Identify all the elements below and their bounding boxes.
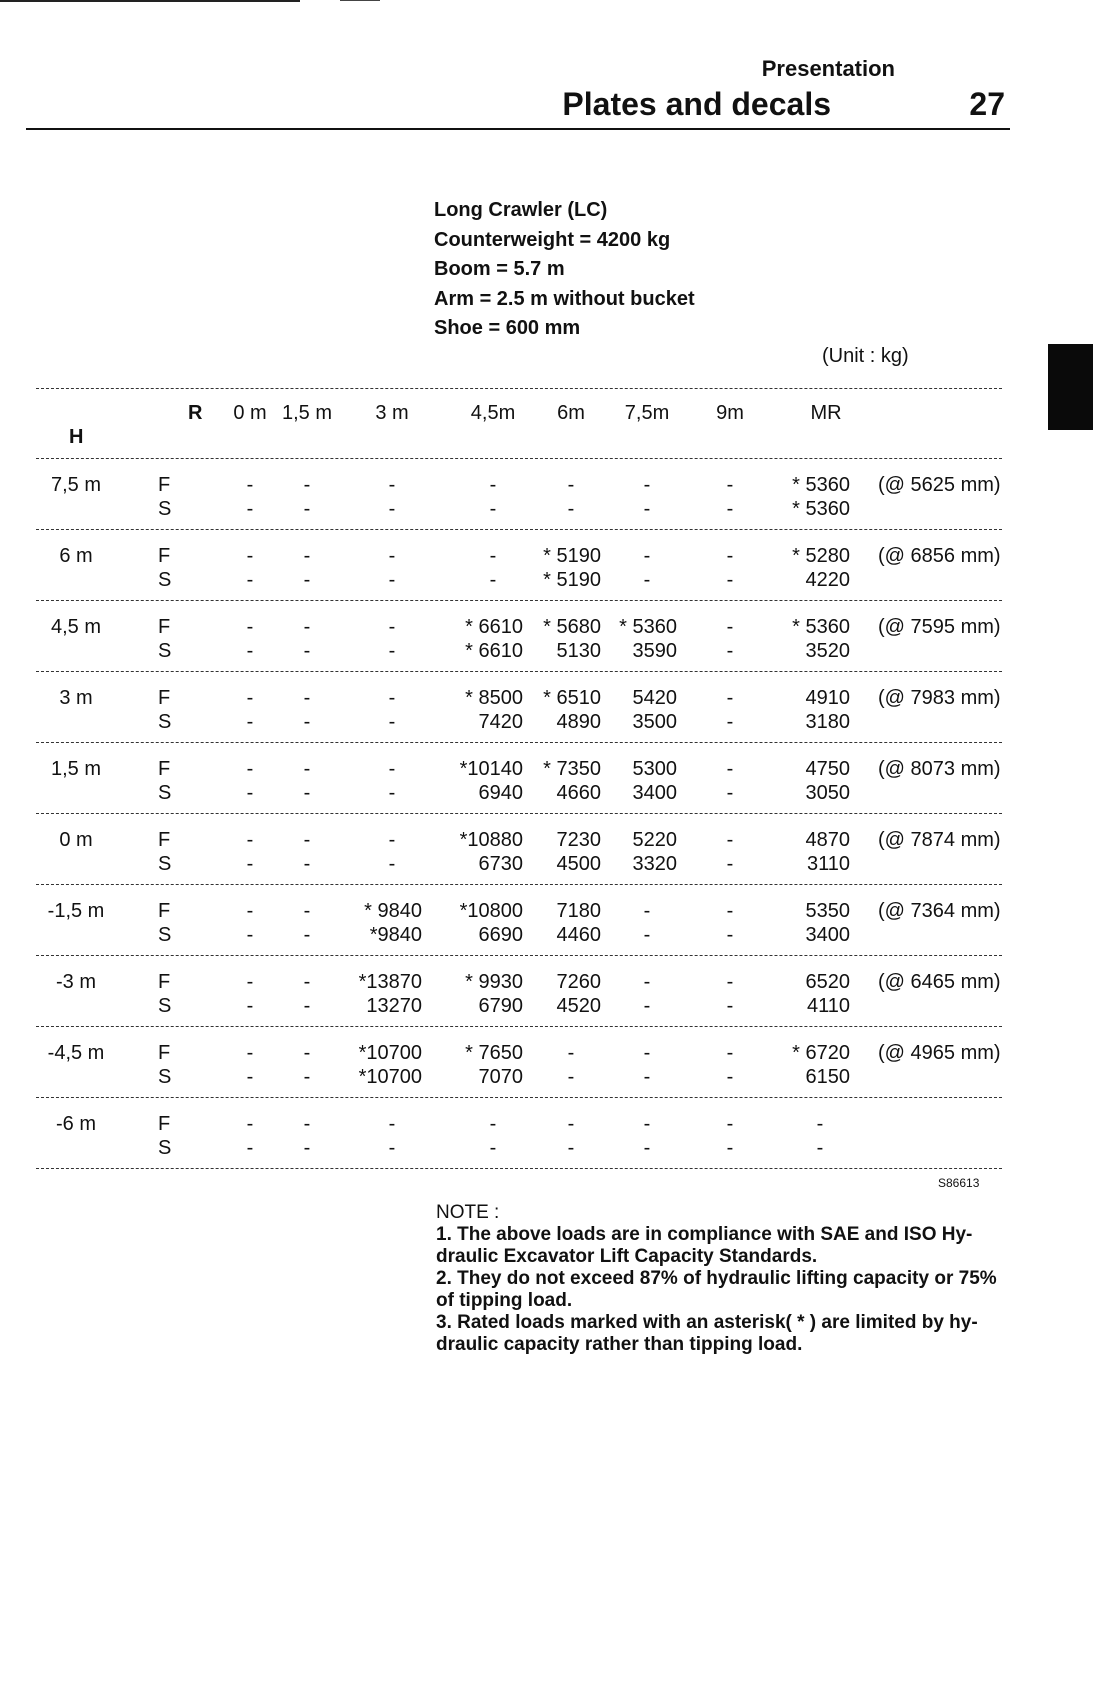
capacity-cell: - (303, 569, 311, 591)
capacity-cell: 7180 (556, 900, 601, 922)
header-rule (26, 128, 1010, 130)
capacity-cell: - (303, 1042, 311, 1064)
capacity-cell: - (567, 1137, 575, 1159)
scan-edge-mark (340, 0, 380, 1)
section-label: Presentation (761, 56, 895, 81)
row-type-s: S (158, 640, 172, 662)
capacity-cell: - (643, 971, 651, 993)
capacity-cell: - (246, 474, 254, 496)
unit-label: (Unit : kg) (822, 345, 909, 367)
row-type-s: S (158, 924, 172, 946)
row-height: 0 m (59, 829, 93, 851)
capacity-cell: - (726, 1137, 734, 1159)
row-type-f: F (158, 971, 171, 993)
capacity-cell: 4220 (805, 569, 850, 591)
capacity-cell: - (388, 758, 396, 780)
row-height: 3 m (59, 687, 93, 709)
capacity-cell: 4750 (805, 758, 850, 780)
capacity-cell: - (246, 924, 254, 946)
capacity-cell: - (489, 1113, 497, 1135)
capacity-cell: - (643, 1042, 651, 1064)
row-height: -6 m (56, 1113, 96, 1135)
row-type-f: F (158, 758, 171, 780)
row-height: -3 m (56, 971, 96, 993)
capacity-cell: *9840 (369, 924, 422, 946)
capacity-cell: 3050 (805, 782, 850, 804)
capacity-cell: - (726, 995, 734, 1017)
capacity-cell: 4110 (806, 995, 850, 1017)
capacity-cell: - (388, 616, 396, 638)
capacity-cell: * 6720 (792, 1042, 850, 1064)
capacity-cell: 6520 (805, 971, 850, 993)
capacity-cell: - (567, 474, 575, 496)
capacity-cell: - (643, 924, 651, 946)
table-divider (36, 529, 1002, 530)
capacity-cell: - (726, 924, 734, 946)
capacity-cell: 3500 (632, 711, 677, 733)
page-number: 27 (969, 86, 1005, 122)
note-heading: NOTE : (436, 1202, 500, 1223)
row-type-f: F (158, 900, 171, 922)
capacity-cell: - (726, 498, 734, 520)
row-type-s: S (158, 569, 172, 591)
max-reach: (@ 7983 mm) (878, 687, 1001, 709)
capacity-cell: - (816, 1113, 824, 1135)
capacity-cell: * 5280 (792, 545, 850, 567)
capacity-cell: * 5360 (792, 474, 850, 496)
capacity-cell: - (726, 853, 734, 875)
max-reach: (@ 5625 mm) (878, 474, 1001, 496)
capacity-cell: - (388, 853, 396, 875)
table-divider (36, 742, 1002, 743)
section-thumb-tab (1048, 344, 1093, 430)
capacity-cell: - (388, 1113, 396, 1135)
max-reach: (@ 4965 mm) (878, 1042, 1001, 1064)
capacity-cell: 3590 (632, 640, 677, 662)
capacity-cell: * 5190 (543, 569, 601, 591)
capacity-cell: * 8500 (465, 687, 523, 709)
row-type-s: S (158, 498, 172, 520)
note-block (436, 1202, 1010, 1356)
capacity-cell: - (726, 829, 734, 851)
capacity-cell: - (303, 829, 311, 851)
capacity-cell: - (643, 1113, 651, 1135)
capacity-cell: - (303, 474, 311, 496)
capacity-cell: - (643, 545, 651, 567)
capacity-cell: 7230 (556, 829, 601, 851)
capacity-cell: - (567, 1042, 575, 1064)
column-header: 7,5m (624, 402, 670, 424)
capacity-cell: - (246, 1066, 254, 1088)
note-line: 3. Rated loads marked with an asterisk( * ) are limited by hy- (436, 1312, 978, 1333)
capacity-cell: - (246, 758, 254, 780)
capacity-cell: - (303, 616, 311, 638)
capacity-cell: - (303, 924, 311, 946)
capacity-cell: * 9840 (364, 900, 422, 922)
capacity-cell: - (303, 1137, 311, 1159)
figure-code: S86613 (938, 1176, 980, 1190)
capacity-cell: 4660 (556, 782, 601, 804)
capacity-cell: - (246, 1042, 254, 1064)
capacity-cell: 7420 (478, 711, 523, 733)
capacity-cell: - (388, 829, 396, 851)
capacity-cell: 6730 (478, 853, 523, 875)
capacity-cell: - (726, 1042, 734, 1064)
column-header: 3 m (375, 402, 409, 424)
capacity-cell: - (489, 545, 497, 567)
capacity-cell: - (726, 474, 734, 496)
capacity-cell: - (643, 995, 651, 1017)
spec-line: Counterweight = 4200 kg (434, 228, 671, 251)
row-type-f: F (158, 1042, 171, 1064)
note-line: 2. They do not exceed 87% of hydraulic lifting capacity or 75% (436, 1268, 997, 1289)
capacity-cell: - (303, 711, 311, 733)
capacity-cell: 3400 (632, 782, 677, 804)
column-header: 0 m (233, 402, 267, 424)
capacity-cell: - (303, 900, 311, 922)
table-divider (36, 388, 1002, 389)
row-height: -1,5 m (47, 900, 105, 922)
row-type-s: S (158, 711, 172, 733)
page-title: Plates and decals (562, 86, 831, 122)
max-reach: (@ 6856 mm) (878, 545, 1001, 567)
capacity-cell: - (388, 545, 396, 567)
capacity-cell: 4890 (556, 711, 601, 733)
capacity-cell: - (726, 569, 734, 591)
row-height: 6 m (59, 545, 93, 567)
capacity-cell: - (246, 545, 254, 567)
capacity-cell: - (246, 1137, 254, 1159)
capacity-cell: 13270 (366, 995, 422, 1017)
row-height: 7,5 m (50, 474, 102, 496)
note-line: 1. The above loads are in compliance with SAE and ISO Hy- (436, 1224, 973, 1245)
capacity-cell: 4460 (556, 924, 601, 946)
column-header: 4,5m (470, 402, 516, 424)
capacity-cell: 4910 (805, 687, 850, 709)
capacity-cell: *10700 (358, 1066, 422, 1088)
capacity-cell: - (726, 1113, 734, 1135)
capacity-cell: - (303, 995, 311, 1017)
capacity-cell: - (246, 616, 254, 638)
capacity-cell: - (303, 853, 311, 875)
capacity-cell: * 5190 (543, 545, 601, 567)
capacity-cell: - (643, 1066, 651, 1088)
spec-line: Shoe = 600 mm (434, 317, 581, 339)
column-header: 9m (716, 402, 744, 424)
capacity-cell: - (489, 474, 497, 496)
column-header: MR (810, 402, 842, 424)
capacity-cell: - (246, 498, 254, 520)
note-line: of tipping load. (436, 1290, 573, 1311)
scan-edge-mark (0, 0, 300, 2)
capacity-cell: - (246, 569, 254, 591)
capacity-cell: - (303, 640, 311, 662)
capacity-cell: * 5360 (792, 498, 850, 520)
capacity-cell: - (726, 758, 734, 780)
capacity-cell: - (643, 569, 651, 591)
capacity-cell: 5130 (556, 640, 601, 662)
radius-header-label: R (188, 402, 203, 424)
capacity-cell: - (246, 853, 254, 875)
spec-line: Arm = 2.5 m without bucket (434, 287, 695, 310)
table-divider (36, 813, 1002, 814)
capacity-cell: - (726, 900, 734, 922)
capacity-cell: 6150 (805, 1066, 850, 1088)
capacity-cell: - (567, 498, 575, 520)
capacity-cell: - (388, 569, 396, 591)
capacity-cell: - (489, 569, 497, 591)
row-height: 1,5 m (50, 758, 102, 780)
capacity-cell: * 9930 (465, 971, 523, 993)
capacity-cell: - (726, 782, 734, 804)
row-type-f: F (158, 616, 171, 638)
capacity-cell: - (567, 1113, 575, 1135)
capacity-cell: - (246, 995, 254, 1017)
capacity-cell: - (643, 900, 651, 922)
capacity-cell: - (303, 782, 311, 804)
capacity-cell: 7260 (556, 971, 601, 993)
capacity-cell: * 5360 (792, 616, 850, 638)
machine-specs (434, 196, 695, 344)
capacity-cell: - (726, 1066, 734, 1088)
table-divider (36, 458, 1002, 459)
capacity-cell: - (246, 971, 254, 993)
capacity-cell: - (246, 640, 254, 662)
capacity-cell: - (726, 545, 734, 567)
capacity-cell: 3520 (805, 640, 850, 662)
capacity-cell: - (246, 900, 254, 922)
capacity-cell: - (643, 1137, 651, 1159)
capacity-cell: *10140 (459, 758, 523, 780)
capacity-cell: - (643, 498, 651, 520)
max-reach: (@ 8073 mm) (878, 758, 1001, 780)
max-reach: (@ 7595 mm) (878, 616, 1001, 638)
capacity-cell: * 7350 (543, 758, 601, 780)
capacity-cell: 3180 (805, 711, 850, 733)
capacity-cell: - (726, 687, 734, 709)
max-reach: (@ 7364 mm) (878, 900, 1001, 922)
capacity-cell: *13870 (358, 971, 422, 993)
capacity-cell: - (567, 1066, 575, 1088)
capacity-cell: - (726, 640, 734, 662)
capacity-cell: * 5360 (619, 616, 677, 638)
row-type-s: S (158, 1137, 172, 1159)
row-height: -4,5 m (47, 1042, 105, 1064)
table-divider (36, 884, 1002, 885)
capacity-cell: - (303, 1113, 311, 1135)
capacity-cell: - (726, 971, 734, 993)
capacity-cell: * 5680 (543, 616, 601, 638)
capacity-cell: 5420 (632, 687, 677, 709)
row-type-s: S (158, 782, 172, 804)
capacity-cell: - (303, 758, 311, 780)
spec-line: Long Crawler (LC) (434, 199, 608, 221)
capacity-cell: 6940 (478, 782, 523, 804)
capacity-cell: - (489, 498, 497, 520)
max-reach: (@ 7874 mm) (878, 829, 1001, 851)
capacity-cell: 5220 (632, 829, 677, 851)
capacity-cell: - (303, 498, 311, 520)
note-line: draulic capacity rather than tipping load. (436, 1334, 803, 1355)
row-type-s: S (158, 1066, 172, 1088)
row-type-f: F (158, 474, 171, 496)
capacity-cell: * 7650 (465, 1042, 523, 1064)
capacity-cell: - (388, 782, 396, 804)
capacity-cell: 7070 (478, 1066, 523, 1088)
capacity-cell: * 6610 (465, 640, 523, 662)
capacity-cell: - (726, 616, 734, 638)
row-type-f: F (158, 1113, 171, 1135)
row-height: 4,5 m (50, 616, 102, 638)
capacity-cell: - (246, 782, 254, 804)
capacity-cell: * 6510 (543, 687, 601, 709)
row-type-f: F (158, 687, 171, 709)
capacity-cell: - (643, 474, 651, 496)
capacity-cell: - (388, 474, 396, 496)
capacity-cell: - (388, 640, 396, 662)
capacity-cell: * 6610 (465, 616, 523, 638)
spec-line: Boom = 5.7 m (434, 258, 565, 280)
table-divider (36, 955, 1002, 956)
capacity-cell: 5350 (805, 900, 850, 922)
row-type-s: S (158, 995, 172, 1017)
capacity-cell: - (816, 1137, 824, 1159)
table-divider (36, 671, 1002, 672)
capacity-cell: - (489, 1137, 497, 1159)
capacity-cell: 4520 (556, 995, 601, 1017)
capacity-cell: - (388, 1137, 396, 1159)
capacity-cell: 5300 (632, 758, 677, 780)
capacity-cell: 6790 (478, 995, 523, 1017)
capacity-cell: - (726, 711, 734, 733)
capacity-cell: *10800 (459, 900, 523, 922)
capacity-cell: - (246, 711, 254, 733)
capacity-cell: 4500 (556, 853, 601, 875)
column-header: 1,5 m (281, 402, 333, 424)
capacity-cell: - (303, 687, 311, 709)
capacity-cell: *10700 (358, 1042, 422, 1064)
max-reach: (@ 6465 mm) (878, 971, 1001, 993)
capacity-cell: - (388, 687, 396, 709)
capacity-cell: - (388, 711, 396, 733)
capacity-cell: 3400 (805, 924, 850, 946)
table-divider (36, 1097, 1002, 1098)
capacity-cell: 6690 (478, 924, 523, 946)
capacity-cell: 3110 (806, 853, 850, 875)
row-type-f: F (158, 545, 171, 567)
height-header-label: H (69, 426, 84, 448)
capacity-cell: - (246, 687, 254, 709)
column-header: 6m (557, 402, 585, 424)
capacity-cell: *10880 (459, 829, 523, 851)
capacity-cell: - (303, 971, 311, 993)
table-divider (36, 1168, 1002, 1169)
capacity-cell: - (303, 1066, 311, 1088)
capacity-cell: - (388, 498, 396, 520)
table-divider (36, 600, 1002, 601)
capacity-cell: - (246, 829, 254, 851)
note-line: draulic Excavator Lift Capacity Standards. (436, 1246, 818, 1267)
capacity-cell: - (303, 545, 311, 567)
table-divider (36, 1026, 1002, 1027)
row-type-f: F (158, 829, 171, 851)
capacity-cell: 4870 (805, 829, 850, 851)
row-type-s: S (158, 853, 172, 875)
capacity-cell: - (246, 1113, 254, 1135)
capacity-cell: 3320 (632, 853, 677, 875)
